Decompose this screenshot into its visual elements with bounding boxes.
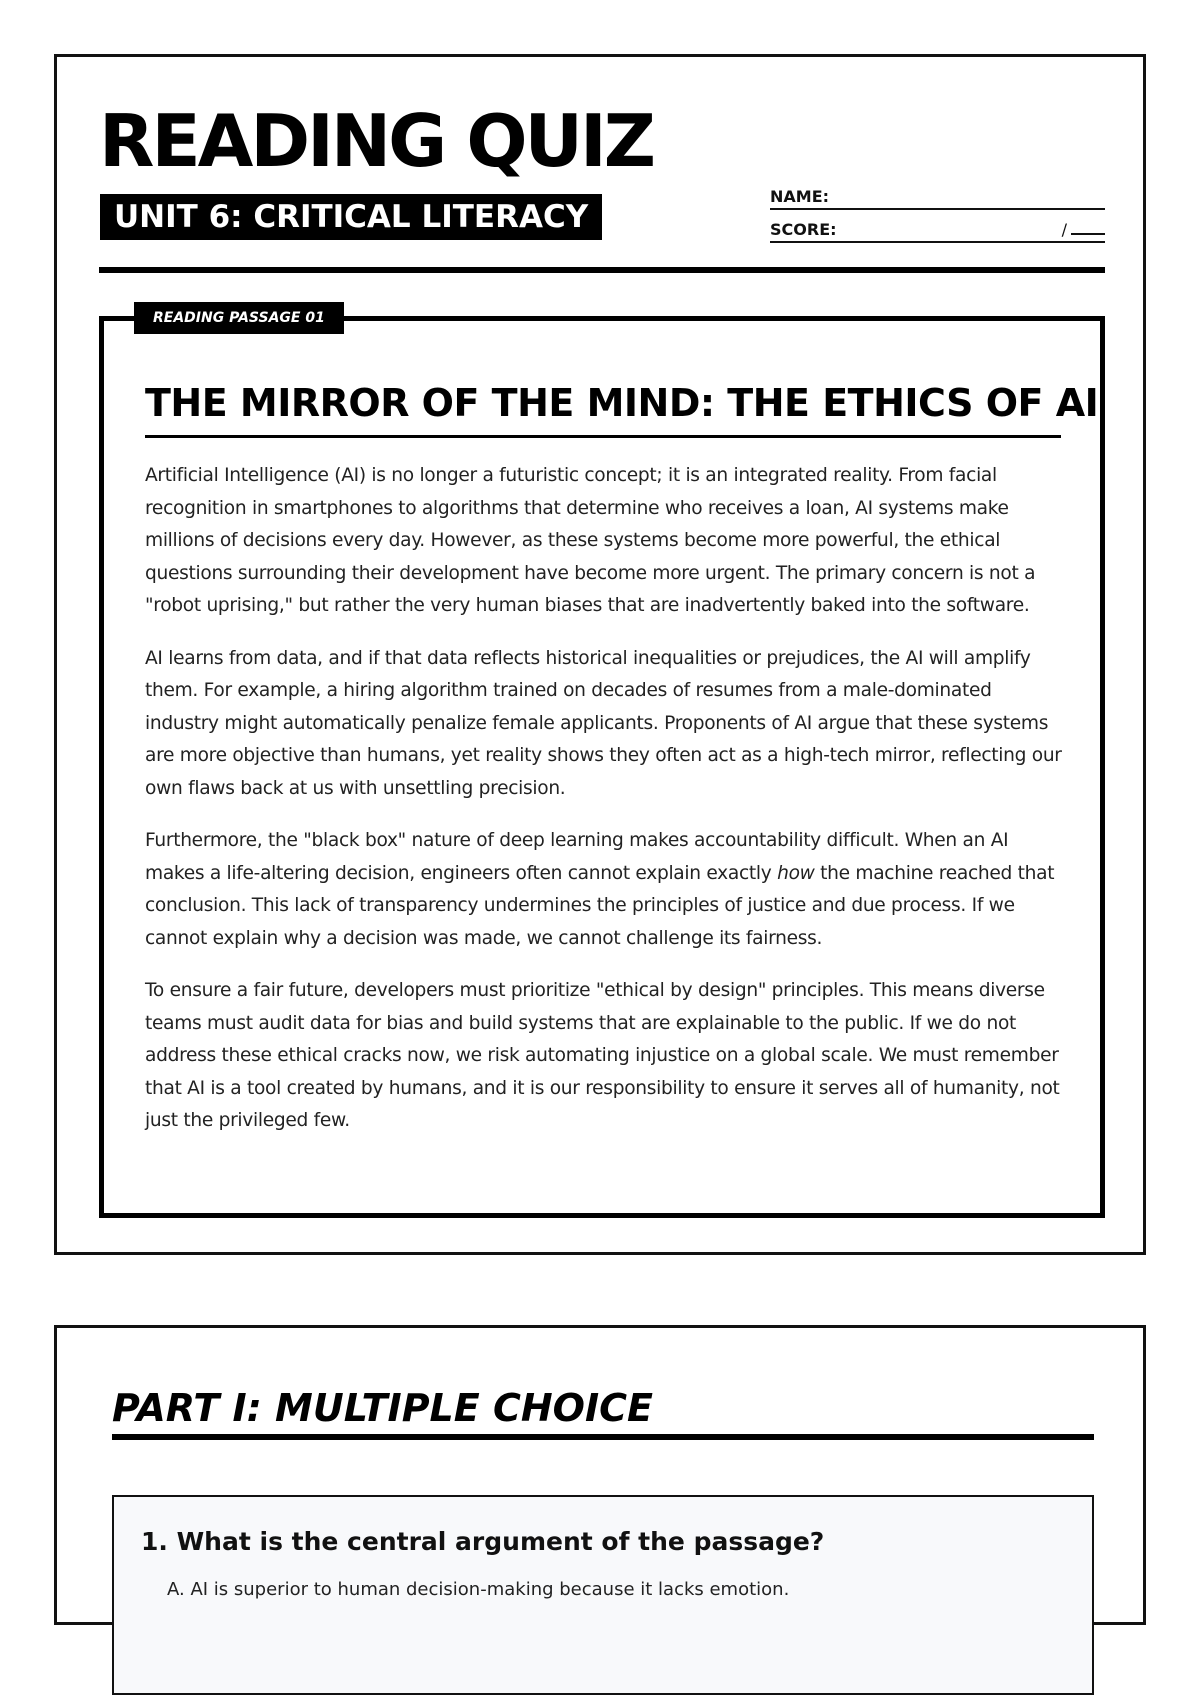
header-divider	[99, 267, 1105, 273]
student-info-fields	[770, 177, 1105, 243]
name-field[interactable]	[770, 177, 1105, 210]
passage-tag: READING PASSAGE 01	[134, 302, 344, 334]
reading-passage-box	[99, 310, 1105, 1218]
paragraph-3-text-start: Furthermore, the "black box" nature of deep learning makes accountability difficult. When an AI makes a life-altering decision, engineers often cannot explain exactly	[145, 830, 1009, 884]
score-total-blank[interactable]	[1071, 219, 1105, 235]
quiz-page-2	[54, 1325, 1146, 1625]
paragraph-3-emphasis: how	[777, 862, 815, 884]
question-1-option-a[interactable]: A. AI is superior to human decision-making because it lacks emotion.	[167, 1579, 790, 1600]
quiz-page-1	[54, 54, 1146, 1255]
paragraph-3-text-end: the machine reached that conclusion. This lack of transparency undermines the principles of justice and due process. If we cannot explain why a decision was made, we cannot challenge its fairness.	[145, 862, 1055, 949]
passage-paragraph-1: Artificial Intelligence (AI) is no longer a futuristic concept; it is an integrated reality. From facial recognition in smartphones to algorithms that determine who receives a loan, AI systems make millions of decisions every day. However, as these systems become more powerful, the ethical questions surrounding their development have become more urgent. The primary concern is not a "robot uprising," but rather the very human biases that are inadvertently baked into the software.	[145, 465, 1036, 616]
quiz-title: READING QUIZ	[99, 99, 653, 183]
passage-paragraph-3	[145, 825, 1065, 955]
unit-label: UNIT 6: CRITICAL LITERACY	[100, 194, 602, 240]
passage-paragraph-2: AI learns from data, and if that data reflects historical inequalities or prejudices, the AI will amplify them. For example, a hiring algorithm trained on decades of resumes from a male-dominated industry might automatically penalize female applicants. Proponents of AI argue that these systems are more objective than humans, yet reality shows they often act as a high-tech mirror, reflecting our own flaws back at us with unsettling precision.	[145, 647, 1062, 799]
score-slash: /	[1061, 220, 1067, 239]
passage-body	[145, 460, 1065, 1158]
passage-title: THE MIRROR OF THE MIND: THE ETHICS OF AI	[145, 379, 1061, 438]
question-card	[112, 1495, 1094, 1695]
question-1-text: 1. What is the central argument of the passage?	[141, 1527, 825, 1556]
score-field[interactable]	[770, 210, 1105, 243]
passage-paragraph-4: To ensure a fair future, developers must prioritize "ethical by design" principles. This means diverse teams must audit data for bias and build systems that are explainable to the public. If we do not address these ethical cracks now, we risk automating injustice on a global scale. We must remember that AI is a tool created by humans, and it is our responsibility to ensure it serves all of humanity, not just the privileged few.	[145, 980, 1060, 1131]
part-1-title: PART I: MULTIPLE CHOICE	[112, 1386, 1094, 1440]
name-label: NAME:	[770, 187, 830, 206]
score-label: SCORE:	[770, 220, 837, 239]
score-total	[1062, 219, 1105, 239]
